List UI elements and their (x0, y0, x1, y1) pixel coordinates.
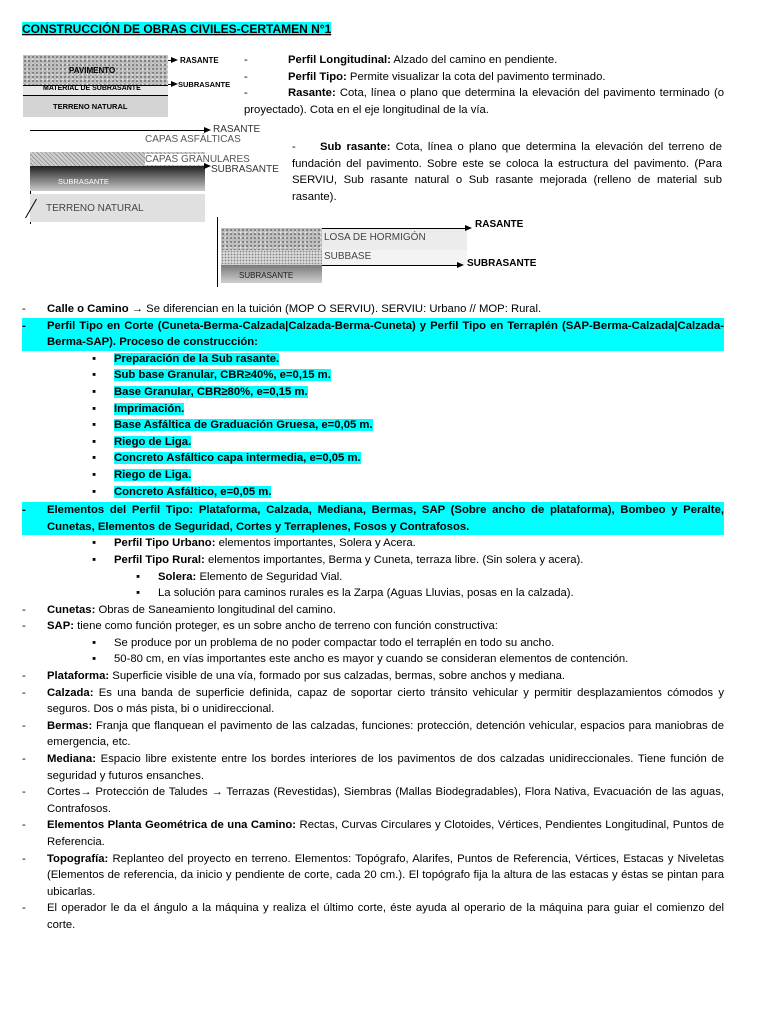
square-bullet-icon: ▪ (92, 402, 97, 415)
document-title: CONSTRUCCIÓN DE OBRAS CIVILES-CERTAMEN N°1 (22, 22, 332, 36)
square-bullet-icon: ▪ (92, 485, 97, 498)
subrasante-label-2: SUBRASANTE (211, 164, 279, 175)
subrasante-layer (30, 166, 205, 191)
item-urbano: ▪ Perfil Tipo Urbano: elementos importantes, Solera y Acera. (22, 535, 724, 552)
subbase-layer (221, 250, 322, 265)
main-body (22, 301, 724, 934)
proceso-item: ▪ Concreto Asfáltico capa intermedia, e=0,05 m. (22, 450, 724, 467)
def-perfil-tipo: - Perfil Tipo: Permite visualizar la cota del pavimento terminado. (244, 70, 606, 83)
arrow-icon: → (211, 786, 223, 799)
rasante-arrowhead-3 (465, 225, 472, 231)
item-calzada: - Calzada: Es una banda de superficie definida, capaz de soportar cierto tránsito vehicular y permitir desplazamientos cómodos y seguros. Dos o más pista, bi o unidireccional. (22, 686, 724, 716)
capas-granulares-label: CAPAS GRANULARES (145, 154, 250, 165)
top-definitions (244, 52, 724, 118)
sap-item: ▪ Se produce por un problema de no poder compactar todo el terraplén en todo su ancho. (22, 635, 724, 652)
figure-pavement-layers-1 (23, 55, 243, 120)
square-bullet-icon: ▪ (92, 419, 97, 432)
square-bullet-icon: ▪ (92, 452, 97, 465)
rasante-label: RASANTE (180, 56, 219, 65)
rasante-arrowhead (171, 57, 178, 63)
rasante-label-2: RASANTE (213, 124, 261, 135)
item-topografia: - Topografía: Replanteo del proyecto en terreno. Elementos: Topógrafo, Alarifes, Puntos de Referencia, Vértices, Estacas y Niveletas (Elementos de referencia, da inicio y pendiente de corte, cada 20 cm.). El topógrafo fija la altura de las estacas y éstas se pintan para ubicarlas. (22, 852, 724, 898)
item-mediana: - Mediana: Espacio libre existente entre los bordes interiores de los pavimentos de dos calzadas unidireccionales. Tiene función de seguridad y futuros ensanches. (22, 753, 724, 782)
subbase-label: SUBBASE (324, 251, 372, 262)
material-label: MATERIAL DE SUBRASANTE (43, 85, 141, 92)
proceso-item: ▪ Sub base Granular, CBR≥40%, e=0,15 m. (22, 367, 724, 384)
subrasante-arrow-line-3 (322, 265, 457, 266)
pavimento-label: PAVIMENTO (69, 66, 116, 75)
item-cortes: - Cortes→ Protección de Taludes → Terrazas (Revestidas), Siembras (Mallas Biodegradables), Flora Nativa, Evacuación de las aguas, Contrafosos. (22, 786, 724, 815)
terreno-label: TERRENO NATURAL (53, 102, 128, 111)
rasante-arrowhead-2 (204, 127, 211, 133)
item-perfil-tipo: - Perfil Tipo en Corte (Cuneta-Berma-Calzada|Calzada-Berma-Cuneta) y Perfil Tipo en Terraplén (SAP-Berma-Calzada|Calzada-Berma-SAP). Proceso de construcción: (22, 319, 724, 349)
square-bullet-icon: ▪ (136, 570, 141, 583)
def-subrasante: - Sub rasante: Cota, línea o plano que determina la elevación del terreno de fundación del pavimento. Sobre este se coloca la estructura del pavimento. (Para SERVIU, Sub rasante natural o Sub rasante mejorada (relleno de material sub rasante). (292, 141, 722, 203)
square-bullet-icon: ▪ (92, 468, 97, 481)
square-bullet-icon: ▪ (92, 553, 97, 566)
proceso-item: ▪ Riego de Liga. (22, 467, 724, 484)
proceso-item: ▪ Concreto Asfáltico, e=0,05 m. (22, 484, 724, 501)
square-bullet-icon: ▪ (92, 385, 97, 398)
item-solera: ▪ Solera: Elemento de Seguridad Vial. (22, 569, 724, 586)
square-bullet-icon: ▪ (136, 587, 141, 600)
highlight-elementos-block (22, 502, 724, 535)
losa-label: LOSA DE HORMIGÓN (324, 232, 426, 243)
item-zarpa: ▪ La solución para caminos rurales es la Zarpa (Aguas Lluvias, posas en la calzada). (22, 585, 724, 602)
proceso-list (22, 351, 724, 500)
subrasante-label: SUBRASANTE (178, 80, 231, 89)
item-operador: - El operador le da el ángulo a la máquina y realiza el último corte, éste ayuda al operario de la máquina para guiar el comienzo del corte. (22, 902, 724, 931)
figure-pavement-layers-2 (20, 124, 282, 230)
proceso-item: ▪ Base Asfáltica de Graduación Gruesa, e=0,05 m. (22, 417, 724, 434)
square-bullet-icon: ▪ (92, 653, 97, 666)
capas-asfalticas-label: CAPAS ASFÁLTICAS (145, 134, 241, 145)
figure-concrete-pavement (217, 217, 557, 292)
terreno-label-2: TERRENO NATURAL (46, 203, 144, 214)
proceso-item: ▪ Imprimación. (22, 401, 724, 418)
square-bullet-icon: ▪ (92, 369, 97, 382)
square-bullet-icon: ▪ (92, 537, 97, 550)
def-rasante: - Rasante: Cota, línea o plano que determina la elevación del pavimento terminado (o proyectado). Cota en el eje longitudinal de la vía. (244, 87, 724, 116)
item-plataforma: - Plataforma: Superficie visible de una vía, formado por sus calzadas, bermas, sobre anchos y mediana. (22, 670, 566, 683)
rasante-label-3: RASANTE (475, 219, 524, 230)
subrasante-arrowhead (171, 81, 178, 87)
item-bermas: - Bermas: Franja que flanquean el pavimento de las calzadas, funciones: protección, detención vehicular, espacios para maniobras de emergencia, etc. (22, 719, 724, 749)
square-bullet-icon: ▪ (92, 352, 97, 365)
item-rural: ▪ Perfil Tipo Rural: elementos importantes, Berma y Cuneta, terraza libre. (Sin solera y acera). (22, 552, 724, 569)
item-planta: - Elementos Planta Geométrica de una Camino: Rectas, Curvas Circulares y Clotoides, Vértices, Pendientes Longitudinal, Puntos de Referencia. (22, 819, 725, 848)
losa-layer (221, 228, 322, 250)
sap-item: ▪ 50-80 cm, en vías importantes este ancho es mayor y cuando se consideran elementos de contención. (22, 651, 724, 668)
square-bullet-icon: ▪ (92, 435, 97, 448)
subrasante-arrowhead-3 (457, 262, 464, 268)
item-cunetas: - Cunetas: Obras de Saneamiento longitudinal del camino. (22, 603, 336, 616)
highlight-perfil-tipo-block (22, 318, 724, 351)
subrasante-arrowhead-2 (204, 163, 211, 169)
subrasante-inner-label-3: SUBRASANTE (239, 271, 294, 280)
proceso-item: ▪ Riego de Liga. (22, 434, 724, 451)
def-perfil-longitudinal: - Perfil Longitudinal: Alzado del camino en pendiente. (244, 54, 558, 66)
arrow-icon: → (80, 786, 92, 799)
subrasante-inner-label: SUBRASANTE (58, 177, 109, 186)
rasante-arrow-line-3 (322, 228, 465, 229)
left-edge-line-3 (217, 217, 218, 287)
proceso-item: ▪ Preparación de la Sub rasante. (22, 351, 724, 368)
item-calle: - Calle o Camino → Se diferencian en la tuición (MOP O SERVIU). SERVIU: Urbano // MOP: Rural. (22, 303, 542, 315)
item-elementos: - Elementos del Perfil Tipo: Plataforma, Calzada, Mediana, Bermas, SAP (Sobre ancho de plataforma), Bombeo y Peralte, Cunetas, Elementos de Seguridad, Cortes y Terraplenes, Fosos y Contrafosos. (22, 504, 724, 533)
subrasante-label-3: SUBRASANTE (467, 258, 537, 269)
item-sap: - SAP: tiene como función proteger, es un sobre ancho de terreno con función constructiva: (22, 620, 498, 633)
proceso-item: ▪ Base Granular, CBR≥80%, e=0,15 m. (22, 384, 724, 401)
square-bullet-icon: ▪ (92, 636, 97, 649)
arrow-icon: → (131, 303, 144, 315)
